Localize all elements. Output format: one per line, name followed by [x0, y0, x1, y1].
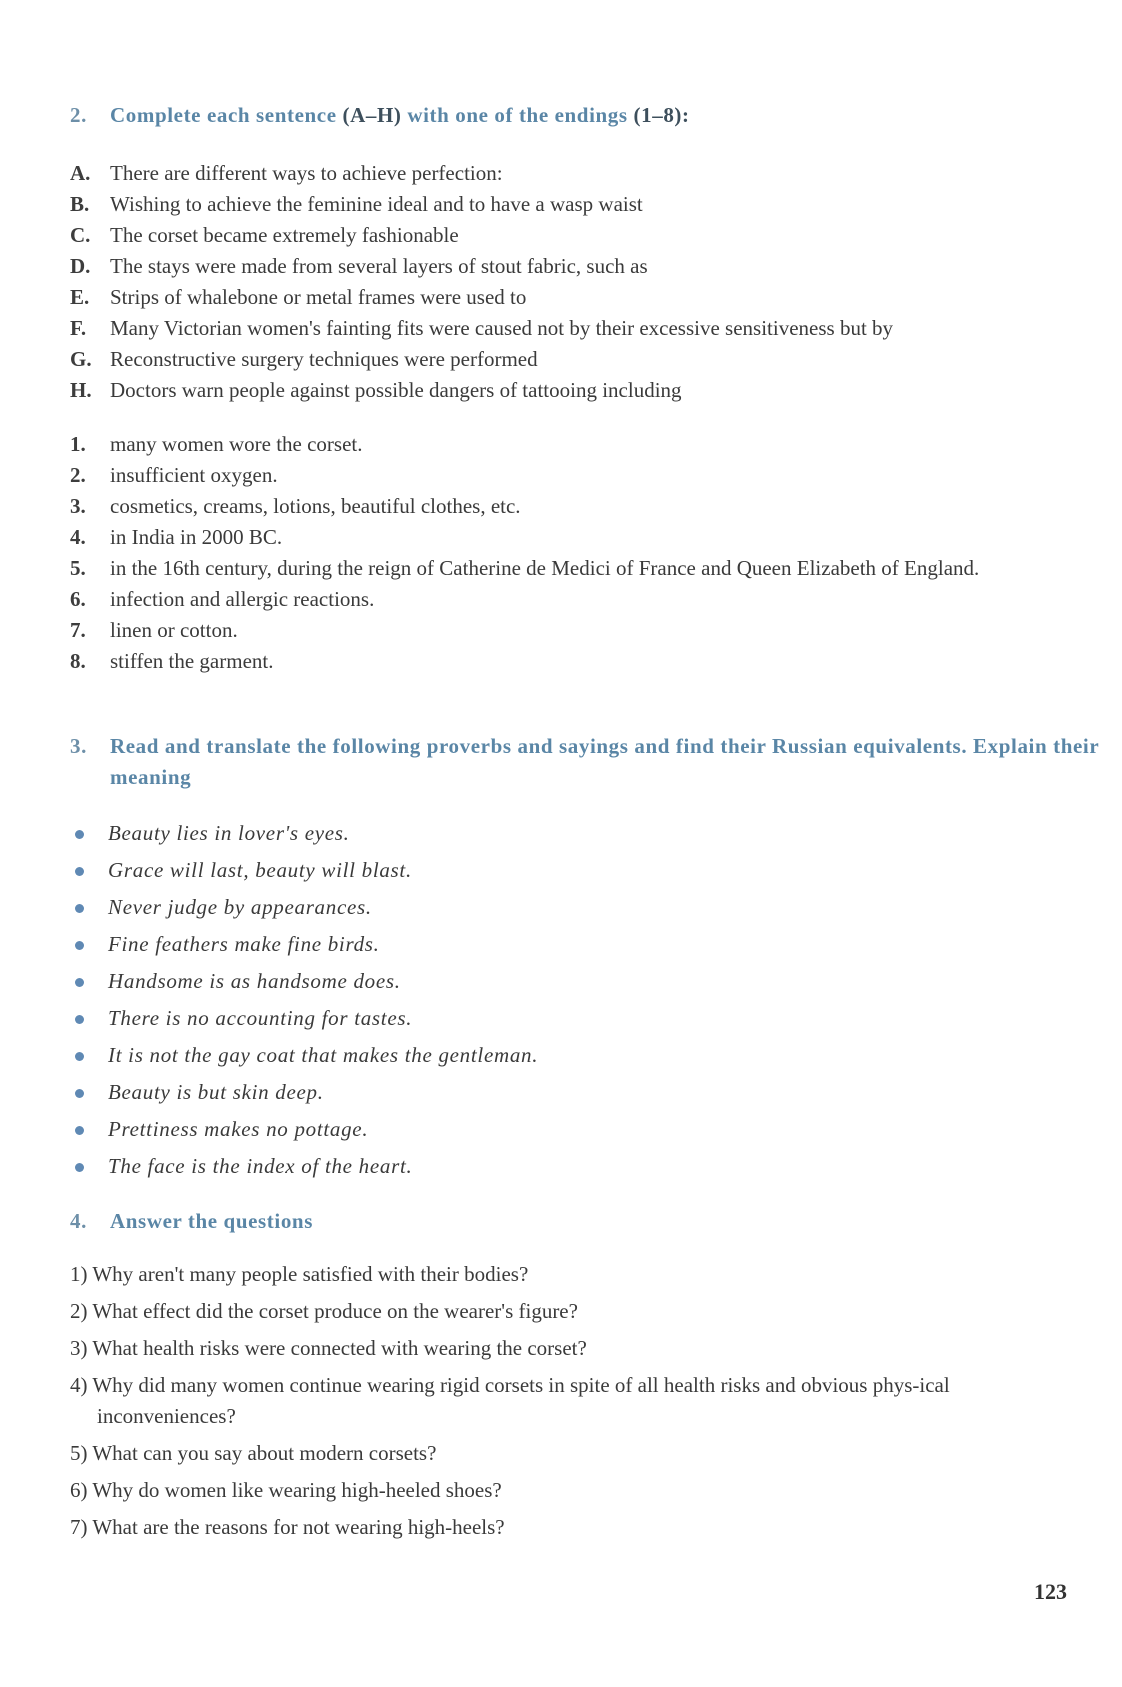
list-item — [70, 852, 1070, 889]
item-marker: 1. — [70, 432, 86, 456]
item-text: linen or cotton. — [110, 618, 238, 642]
task-2-number: 2. — [70, 103, 87, 127]
list-item: 4) Why did many women continue wearing rigid corsets in spite of all health risks and obvious phys-ical inconveniences? — [70, 1373, 950, 1428]
bullet-icon — [75, 1126, 84, 1135]
task-2-heading — [70, 100, 1100, 131]
task-4-title: Answer the questions — [110, 1209, 313, 1233]
item-marker: 3. — [70, 494, 86, 518]
bullet-icon — [75, 904, 84, 913]
item-marker: 5. — [70, 556, 86, 580]
list-item — [70, 1111, 1070, 1148]
questions-list — [70, 1259, 1065, 1549]
item-marker: 8. — [70, 649, 86, 673]
item-text: in the 16th century, during the reign of Catherine de Medici of France and Queen Elizabeth of England. — [110, 556, 980, 580]
list-item — [70, 1037, 1070, 1074]
proverb-text: Beauty lies in lover's eyes. — [108, 821, 350, 845]
list-item — [70, 646, 1070, 677]
list-item — [70, 1074, 1070, 1111]
task-3-heading — [70, 731, 1100, 793]
bullet-icon — [75, 1163, 84, 1172]
item-text: stiffen the garment. — [110, 649, 274, 673]
item-marker: G. — [70, 347, 92, 371]
bullet-icon — [75, 1089, 84, 1098]
bullet-icon — [75, 978, 84, 987]
task-4-heading — [70, 1206, 1100, 1237]
item-text: The stays were made from several layers of stout fabric, such as — [110, 254, 648, 278]
list-item — [70, 429, 1070, 460]
item-text: many women wore the corset. — [110, 432, 363, 456]
list-item — [70, 926, 1070, 963]
task-2-title-range: (A–H) — [342, 103, 402, 127]
item-text: The corset became extremely fashionable — [110, 223, 459, 247]
item-marker: E. — [70, 285, 90, 309]
list-item — [70, 220, 1070, 251]
proverb-text: Grace will last, beauty will blast. — [108, 858, 412, 882]
list-item: 1) Why aren't many people satisfied with their bodies? — [70, 1262, 529, 1286]
item-text: There are different ways to achieve perfection: — [110, 161, 503, 185]
item-text: Many Victorian women's fainting fits were caused not by their excessive sensitiveness but by — [110, 316, 894, 340]
item-text: Strips of whalebone or metal frames were used to — [110, 285, 527, 309]
proverb-text: The face is the index of the heart. — [108, 1154, 413, 1178]
item-text: cosmetics, creams, lotions, beautiful clothes, etc. — [110, 494, 521, 518]
list-item — [70, 815, 1070, 852]
list-item — [70, 615, 1070, 646]
page-number: 123 — [1034, 1579, 1067, 1604]
item-marker: 7. — [70, 618, 86, 642]
list-item — [70, 460, 1070, 491]
bullet-icon — [75, 1015, 84, 1024]
list-item — [70, 344, 1070, 375]
list-item: 7) What are the reasons for not wearing high-heels? — [70, 1515, 505, 1539]
proverb-text: It is not the gay coat that makes the gentleman. — [108, 1043, 539, 1067]
item-marker: D. — [70, 254, 91, 278]
list-item — [70, 1148, 1070, 1185]
item-text: Reconstructive surgery techniques were performed — [110, 347, 538, 371]
list-item — [70, 522, 1070, 553]
item-text: insufficient oxygen. — [110, 463, 278, 487]
task-2-title-part: Complete each sentence — [110, 103, 343, 127]
bullet-icon — [75, 941, 84, 950]
task-2-title-range: (1–8): — [633, 103, 690, 127]
proverb-text: Never judge by appearances. — [108, 895, 372, 919]
list-item — [70, 1000, 1070, 1037]
list-item — [70, 282, 1070, 313]
item-marker: H. — [70, 378, 92, 402]
list-item: 5) What can you say about modern corsets? — [70, 1441, 437, 1465]
bullet-icon — [75, 830, 84, 839]
item-text: Wishing to achieve the feminine ideal and to have a wasp waist — [110, 192, 643, 216]
item-text: infection and allergic reactions. — [110, 587, 375, 611]
item-marker: 6. — [70, 587, 86, 611]
proverb-text: Prettiness makes no pottage. — [108, 1117, 369, 1141]
item-marker: 4. — [70, 525, 86, 549]
list-item: 6) Why do women like wearing high-heeled shoes? — [70, 1478, 502, 1502]
sentence-list — [70, 158, 1070, 406]
list-item: 2) What effect did the corset produce on the wearer's figure? — [70, 1299, 578, 1323]
item-text: in India in 2000 BC. — [110, 525, 283, 549]
item-text: Doctors warn people against possible dangers of tattooing including — [110, 378, 682, 402]
list-item — [70, 189, 1070, 220]
task-3-number: 3. — [70, 734, 87, 758]
proverb-text: There is no accounting for tastes. — [108, 1006, 413, 1030]
list-item — [70, 889, 1070, 926]
item-marker: F. — [70, 316, 87, 340]
endings-list — [70, 429, 1070, 677]
list-item — [70, 251, 1070, 282]
list-item: 3) What health risks were connected with wearing the corset? — [70, 1336, 587, 1360]
item-marker: 2. — [70, 463, 86, 487]
list-item — [70, 313, 1070, 344]
task-3-title: Read and translate the following proverbs and sayings and find their Russian equivalents. Explain their meaning — [110, 734, 1099, 789]
task-4-number: 4. — [70, 1209, 87, 1233]
list-item — [70, 963, 1070, 1000]
list-item — [70, 584, 1070, 615]
item-marker: B. — [70, 192, 90, 216]
item-marker: A. — [70, 161, 91, 185]
task-2-title-part: with one of the endings — [401, 103, 634, 127]
list-item — [70, 158, 1070, 189]
bullet-icon — [75, 867, 84, 876]
item-marker: C. — [70, 223, 91, 247]
proverb-text: Handsome is as handsome does. — [108, 969, 401, 993]
bullet-icon — [75, 1052, 84, 1061]
list-item — [70, 553, 1070, 584]
proverb-text: Beauty is but skin deep. — [108, 1080, 324, 1104]
list-item — [70, 375, 1070, 406]
proverb-text: Fine feathers make fine birds. — [108, 932, 380, 956]
proverbs-list — [70, 815, 1070, 1185]
list-item — [70, 491, 1070, 522]
